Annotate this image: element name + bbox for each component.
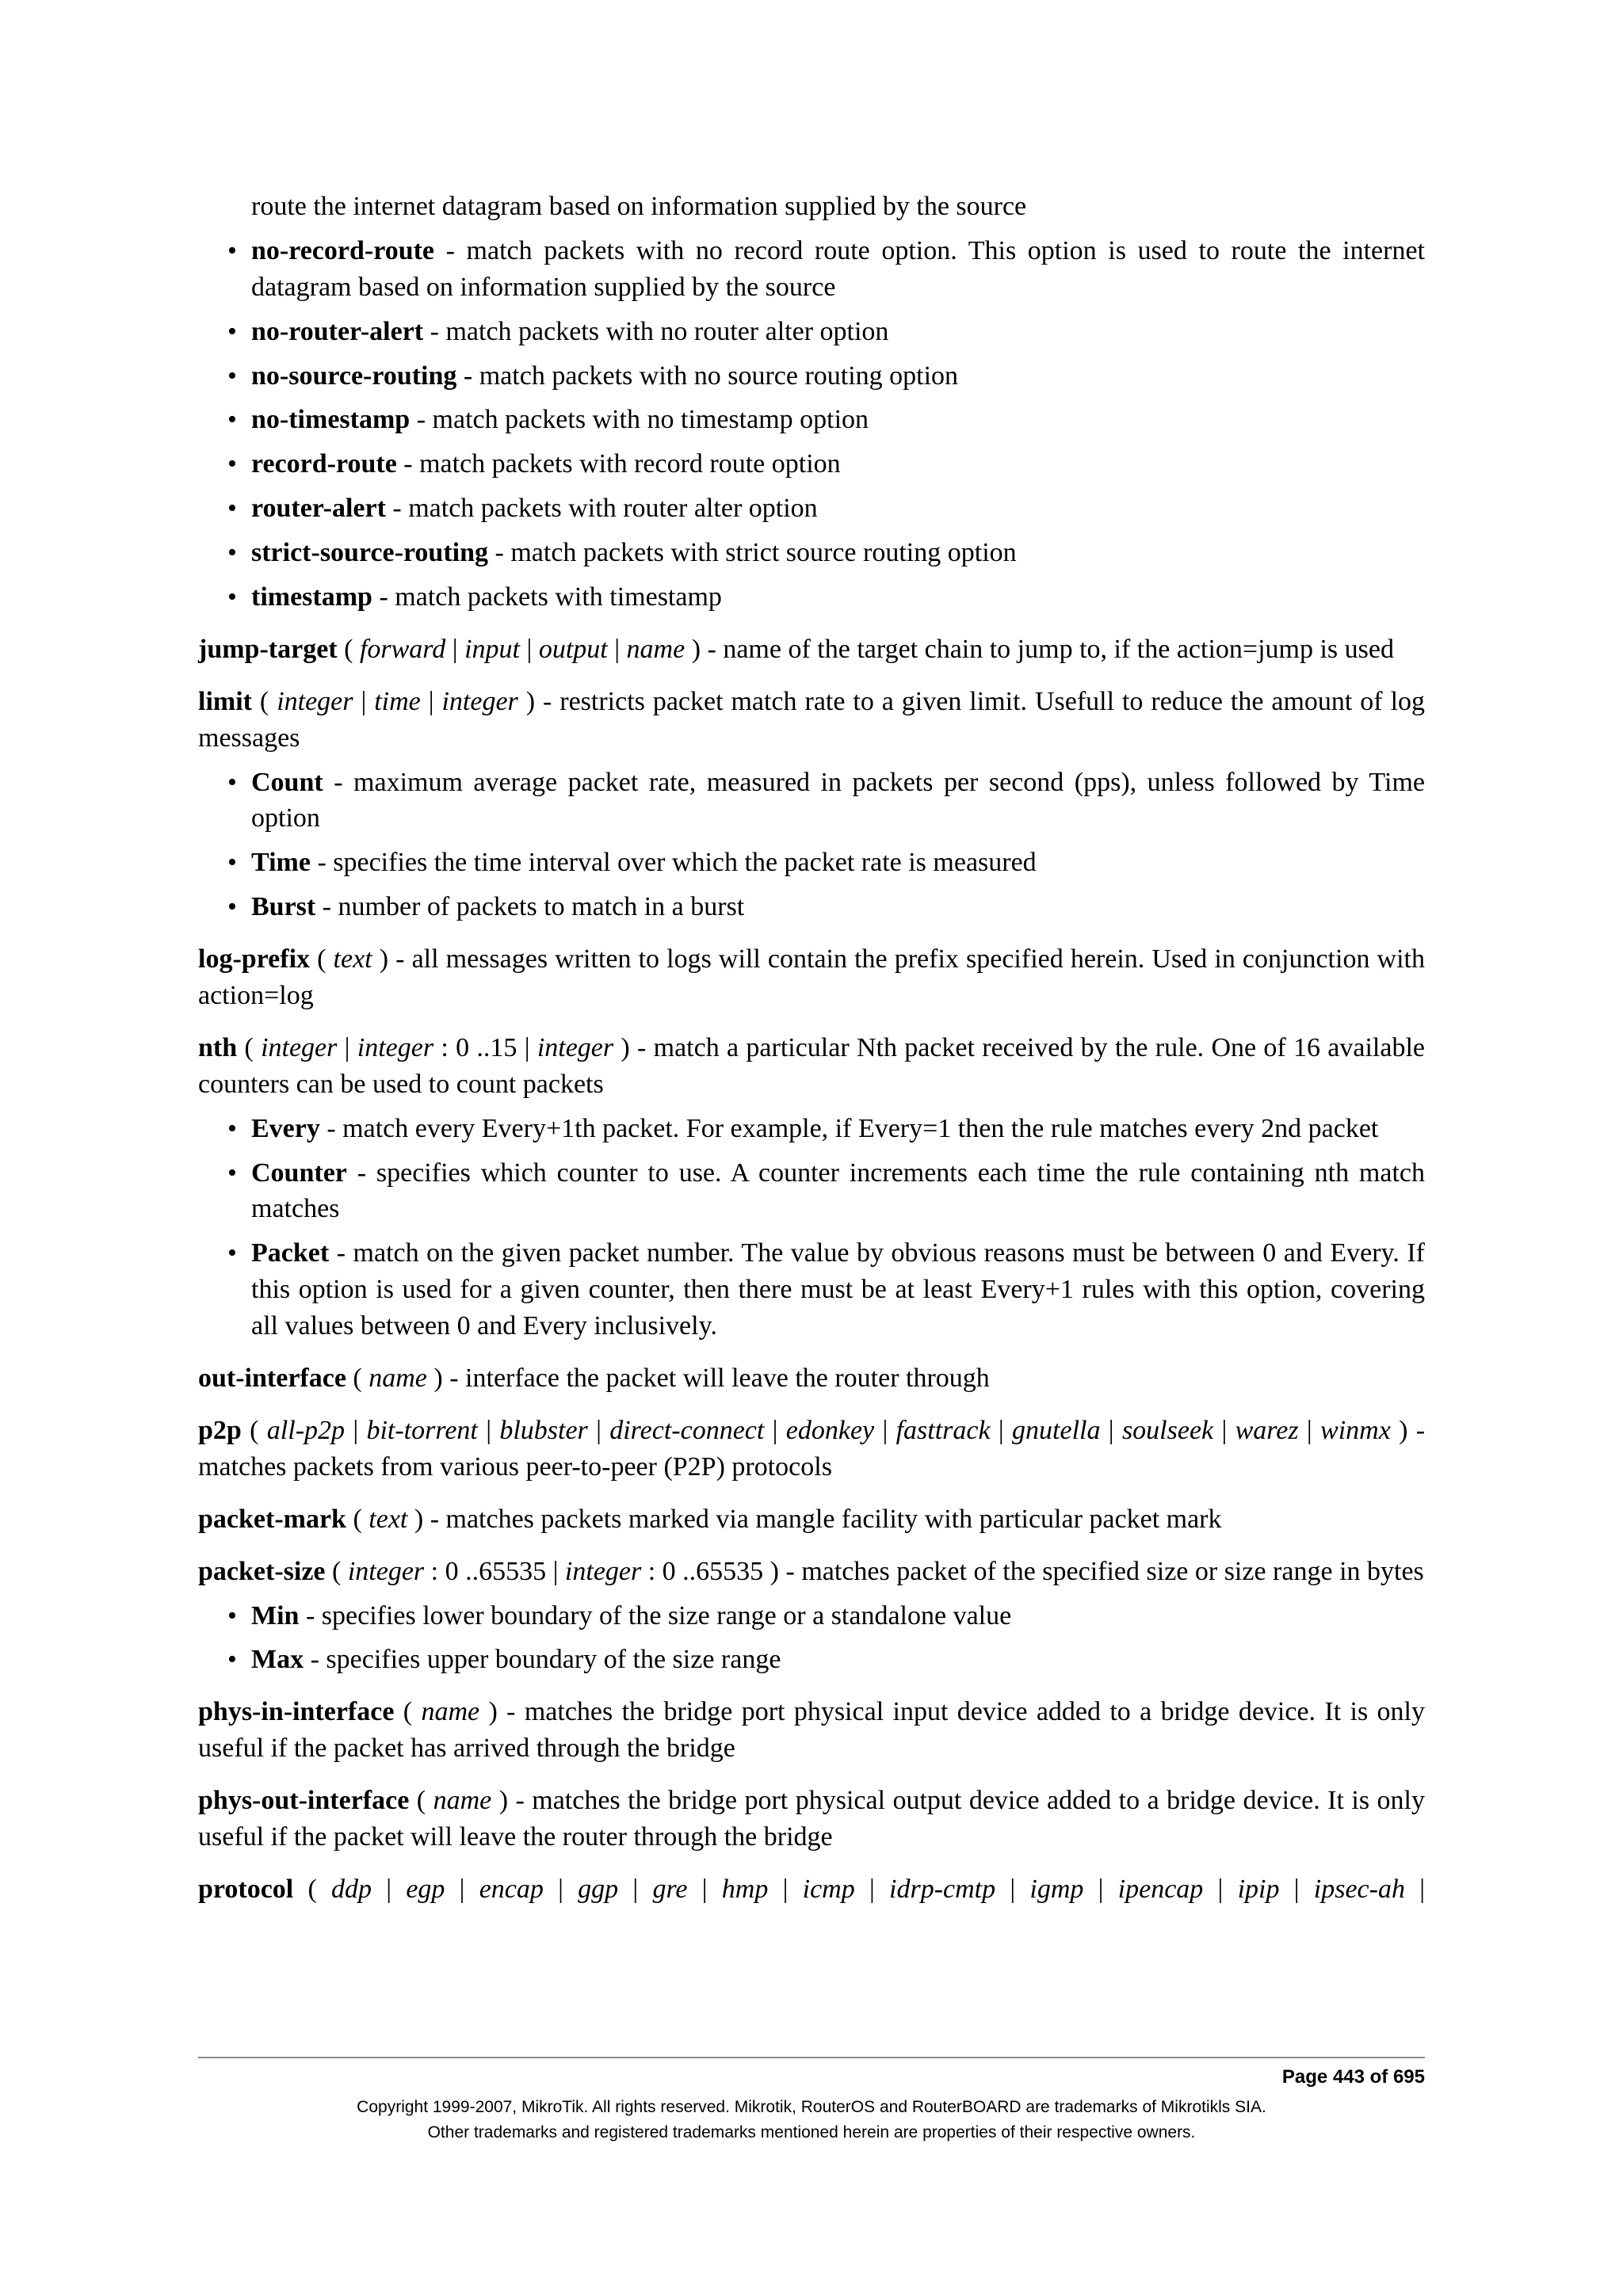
text-segment: | bbox=[1404, 1874, 1426, 1904]
text-segment: - specifies the time interval over which the packet rate is measured bbox=[310, 848, 1037, 878]
paragraph bbox=[198, 1501, 1425, 1538]
list-item bbox=[198, 314, 1425, 350]
text-segment: router-alert bbox=[251, 494, 386, 524]
text-segment: encap bbox=[479, 1874, 544, 1904]
text-segment: | bbox=[995, 1874, 1030, 1904]
paragraph bbox=[198, 631, 1425, 668]
text-segment: forward bbox=[359, 634, 446, 664]
text-segment: ( bbox=[337, 634, 360, 664]
text-segment: Count bbox=[251, 767, 323, 797]
text-segment: time bbox=[374, 686, 421, 716]
text-segment: - match packets with no record route option. This option is used to route the internet datagram based on information supplied by the source bbox=[251, 235, 1425, 302]
text-segment: ipip bbox=[1237, 1874, 1280, 1904]
text-segment: Max bbox=[251, 1645, 304, 1675]
bullet-list bbox=[198, 233, 1425, 616]
copyright-line-1: Copyright 1999-2007, MikroTik. All rights reserved. Mikrotik, RouterOS and RouterBOARD are trademarks of Mikrotikls SIA. bbox=[357, 2098, 1266, 2117]
paragraph bbox=[198, 1694, 1425, 1767]
text-segment: ( bbox=[251, 686, 277, 716]
text-segment: | bbox=[1298, 1415, 1321, 1445]
text-segment: - specifies lower boundary of the size range or a standalone value bbox=[299, 1600, 1012, 1630]
list-item bbox=[198, 889, 1425, 925]
list-item bbox=[198, 1642, 1425, 1678]
text-segment: | bbox=[1083, 1874, 1118, 1904]
text-segment: | bbox=[543, 1874, 579, 1904]
list-item bbox=[198, 402, 1425, 438]
text-segment: integer bbox=[357, 1032, 434, 1062]
text-segment: Min bbox=[251, 1600, 300, 1630]
text-segment: | bbox=[353, 686, 375, 716]
text-segment: gre bbox=[652, 1874, 688, 1904]
list-item bbox=[198, 845, 1425, 881]
paragraph bbox=[198, 941, 1425, 1014]
text-segment: phys-in-interface bbox=[198, 1697, 395, 1727]
text-segment: icmp bbox=[802, 1874, 855, 1904]
text-segment: route the internet datagram based on information supplied by the source bbox=[251, 192, 1027, 221]
text-segment: | bbox=[1100, 1415, 1122, 1445]
list-item bbox=[198, 1598, 1425, 1634]
text-segment: integer bbox=[564, 1556, 642, 1586]
text-segment: ) - restricts packet match rate to a given limit. Usefull to reduce the amount of log messages bbox=[198, 686, 1426, 753]
text-segment: ggp bbox=[578, 1874, 619, 1904]
text-segment: protocol bbox=[198, 1874, 294, 1904]
document-content bbox=[198, 189, 1425, 1908]
list-item bbox=[198, 765, 1425, 837]
text-segment: - match packets with no timestamp option bbox=[410, 405, 869, 435]
paragraph bbox=[198, 1783, 1425, 1855]
text-segment: record-route bbox=[251, 449, 397, 479]
list-item bbox=[198, 233, 1425, 306]
text-segment: ( bbox=[325, 1556, 348, 1586]
text-segment: blubster bbox=[499, 1415, 588, 1445]
text-segment: ) - matches the bridge port physical input device added to a bridge device. It is only useful if the packet has arrived through the bridge bbox=[198, 1697, 1426, 1764]
text-segment: ipsec-ah bbox=[1313, 1874, 1405, 1904]
text-segment: igmp bbox=[1029, 1874, 1084, 1904]
text-segment: ) - all messages written to logs will contain the prefix specified herein. Used in conjunction with action=log bbox=[198, 944, 1425, 1011]
text-segment: packet-size bbox=[198, 1556, 326, 1586]
text-segment: - match packets with no source routing option bbox=[456, 360, 959, 391]
text-segment: input bbox=[464, 634, 520, 664]
text-segment: nth bbox=[198, 1032, 238, 1062]
text-segment: | bbox=[372, 1874, 407, 1904]
text-segment: ( bbox=[310, 944, 334, 974]
text-segment: no-source-routing bbox=[251, 360, 457, 391]
copyright-line-2: Other trademarks and registered trademarks mentioned herein are properties of their respective owners. bbox=[427, 2122, 1196, 2142]
text-segment: winmx bbox=[1320, 1415, 1391, 1445]
paragraph bbox=[198, 1871, 1425, 1908]
text-segment: text bbox=[369, 1504, 408, 1534]
text-segment: | bbox=[1203, 1874, 1238, 1904]
text-segment: | bbox=[990, 1415, 1013, 1445]
text-segment: | bbox=[477, 1415, 500, 1445]
text-segment: | bbox=[874, 1415, 896, 1445]
text-segment: Packet bbox=[251, 1238, 330, 1268]
text-segment: - match every Every+1th packet. For example, if Every=1 then the rule matches every 2nd packet bbox=[319, 1113, 1379, 1143]
text-segment: name bbox=[626, 634, 685, 664]
text-segment: ( bbox=[241, 1415, 267, 1445]
text-segment: bit-torrent bbox=[366, 1415, 478, 1445]
text-segment: integer bbox=[347, 1556, 425, 1586]
text-segment: | bbox=[420, 686, 442, 716]
text-segment: | bbox=[618, 1874, 653, 1904]
text-segment: - match packets with record route option bbox=[396, 449, 841, 479]
text-segment: ( bbox=[346, 1504, 369, 1534]
text-segment: | bbox=[1279, 1874, 1314, 1904]
text-segment: limit bbox=[198, 686, 252, 716]
text-segment: | bbox=[445, 634, 465, 664]
list-item bbox=[198, 579, 1425, 616]
text-segment: - maximum average packet rate, measured in packets per second (pps), unless followed by Time option bbox=[251, 767, 1425, 833]
text-segment: ) - matches packets from various peer-to-peer (P2P) protocols bbox=[198, 1415, 1426, 1482]
text-segment: gnutella bbox=[1012, 1415, 1101, 1445]
text-segment: | bbox=[337, 1032, 357, 1062]
text-segment: soulseek bbox=[1121, 1415, 1214, 1445]
text-segment: warez bbox=[1235, 1415, 1299, 1445]
text-segment: out-interface bbox=[198, 1363, 346, 1394]
text-segment: name bbox=[369, 1363, 427, 1394]
paragraph bbox=[198, 189, 1425, 225]
text-segment: | bbox=[607, 634, 627, 664]
text-segment: - match packets with strict source routing option bbox=[488, 538, 1017, 568]
text-segment: ) - interface the packet will leave the router through bbox=[426, 1363, 990, 1394]
text-segment: integer bbox=[277, 686, 353, 716]
text-segment: ipencap bbox=[1117, 1874, 1204, 1904]
list-item bbox=[198, 1111, 1425, 1147]
text-segment: integer bbox=[441, 686, 518, 716]
text-segment: name bbox=[421, 1697, 480, 1727]
text-segment: Time bbox=[251, 848, 311, 878]
text-segment: phys-out-interface bbox=[198, 1786, 410, 1816]
list-item bbox=[198, 535, 1425, 571]
bullet-list bbox=[198, 1111, 1425, 1344]
list-item bbox=[198, 490, 1425, 527]
text-segment: | bbox=[768, 1874, 803, 1904]
text-segment: | bbox=[687, 1874, 722, 1904]
text-segment: | bbox=[854, 1874, 890, 1904]
text-segment: - match on the given packet number. The value by obvious reasons must be between 0 and Every. If this option is used for a given counter, then there must be at least Every+1 rules with this option, covering all values between 0 and Every inclusively. bbox=[251, 1238, 1425, 1341]
text-segment: integer bbox=[261, 1032, 338, 1062]
paragraph bbox=[198, 1030, 1425, 1103]
text-segment: ( bbox=[346, 1363, 369, 1394]
text-segment: egp bbox=[406, 1874, 445, 1904]
text-segment: - match packets with timestamp bbox=[372, 582, 722, 612]
list-item bbox=[198, 446, 1425, 482]
text-segment: - specifies upper boundary of the size range bbox=[304, 1645, 781, 1675]
text-segment: ( bbox=[394, 1697, 422, 1727]
paragraph bbox=[198, 1413, 1425, 1486]
text-segment: ) - matches the bridge port physical output device added to a bridge device. It is only useful if the packet will leave the router through the bridge bbox=[198, 1786, 1425, 1852]
text-segment: - number of packets to match in a burst bbox=[315, 892, 745, 922]
text-segment: | bbox=[520, 634, 539, 664]
text-segment: - match packets with no router alter option bbox=[423, 316, 889, 346]
text-segment: all-p2p bbox=[266, 1415, 346, 1445]
text-segment: ( bbox=[293, 1874, 332, 1904]
text-segment: edonkey bbox=[785, 1415, 875, 1445]
text-segment: name bbox=[433, 1786, 492, 1816]
text-segment: | bbox=[587, 1415, 610, 1445]
text-segment: Every bbox=[251, 1113, 320, 1143]
text-segment: : 0 ..15 | bbox=[433, 1032, 537, 1062]
list-item bbox=[198, 358, 1425, 395]
text-segment: | bbox=[1213, 1415, 1235, 1445]
text-segment: direct-connect bbox=[609, 1415, 765, 1445]
text-segment: idrp-cmtp bbox=[889, 1874, 996, 1904]
list-item bbox=[198, 1155, 1425, 1228]
text-segment: ( bbox=[237, 1032, 262, 1062]
bullet-list bbox=[198, 1598, 1425, 1679]
text-segment: ) - matches packets marked via mangle facility with particular packet mark bbox=[407, 1504, 1222, 1534]
text-segment: no-router-alert bbox=[251, 316, 424, 346]
paragraph bbox=[198, 1554, 1425, 1590]
text-segment: - match packets with router alter option bbox=[385, 494, 818, 524]
text-segment: ( bbox=[409, 1786, 433, 1816]
text-segment: no-record-route bbox=[251, 235, 435, 265]
text-segment: timestamp bbox=[251, 582, 372, 612]
text-segment: ) - match a particular Nth packet received by the rule. One of 16 available counters can be used to count packets bbox=[198, 1032, 1426, 1099]
text-segment: | bbox=[764, 1415, 786, 1445]
text-segment: ddp bbox=[331, 1874, 372, 1904]
footer-divider bbox=[198, 2057, 1425, 2058]
text-segment: no-timestamp bbox=[251, 405, 411, 435]
text-segment: : 0 ..65535 | bbox=[424, 1556, 565, 1586]
page-number: Page 443 of 695 bbox=[1281, 2066, 1425, 2088]
text-segment: jump-target bbox=[198, 634, 338, 664]
text-segment: strict-source-routing bbox=[251, 538, 489, 568]
text-segment: | bbox=[345, 1415, 367, 1445]
list-item bbox=[198, 1235, 1425, 1344]
text-segment: log-prefix bbox=[198, 944, 311, 974]
text-segment: | bbox=[445, 1874, 479, 1904]
bullet-list bbox=[198, 765, 1425, 926]
text-segment: hmp bbox=[721, 1874, 769, 1904]
paragraph bbox=[198, 1360, 1425, 1397]
text-segment: ) - name of the target chain to jump to, if the action=jump is used bbox=[685, 634, 1394, 664]
text-segment: text bbox=[333, 944, 372, 974]
text-segment: Burst bbox=[251, 892, 316, 922]
text-segment: integer bbox=[537, 1032, 614, 1062]
text-segment: p2p bbox=[198, 1415, 242, 1445]
text-segment: fasttrack bbox=[896, 1415, 991, 1445]
text-segment: : 0 ..65535 ) - matches packet of the specified size or size range in bytes bbox=[641, 1556, 1424, 1586]
paragraph bbox=[198, 684, 1425, 757]
text-segment: output bbox=[538, 634, 608, 664]
text-segment: packet-mark bbox=[198, 1504, 346, 1534]
text-segment: Counter bbox=[251, 1158, 347, 1188]
text-segment: - specifies which counter to use. A counter increments each time the rule containing nth match matches bbox=[251, 1158, 1425, 1224]
page-footer bbox=[198, 2057, 1425, 2144]
